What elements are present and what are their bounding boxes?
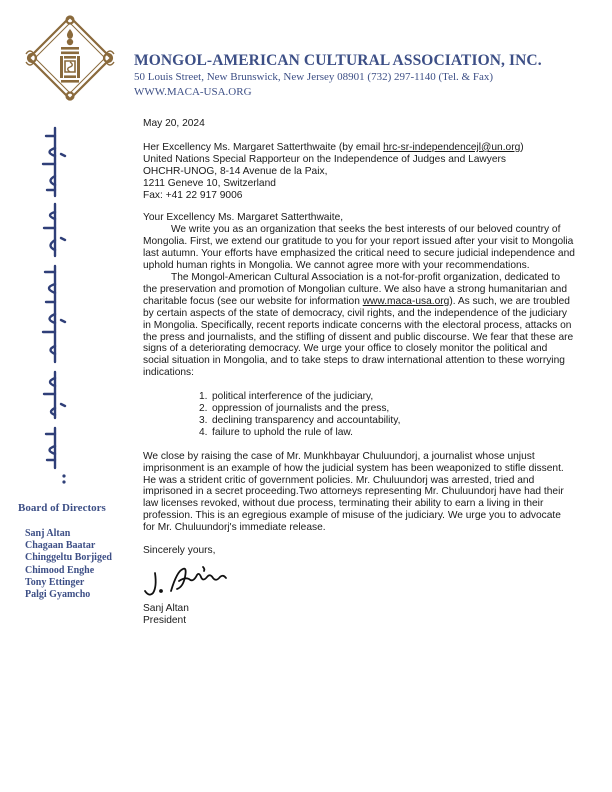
paragraph-text: The Mongol-American Cultural Association is a not-for-profit organization, dedicated to the preservation and promotion of Mongolian culture. We also have a strong humanitarian and charitable focus (see our website for information <box>143 271 567 307</box>
signer-title: President <box>143 614 187 626</box>
board-of-directors <box>18 502 112 601</box>
recipient-line-suffix: ) <box>520 141 524 153</box>
handwritten-signature-icon <box>143 563 253 599</box>
list-number: 3. <box>199 414 208 426</box>
website-link[interactable]: www.maca-usa.org <box>362 295 450 307</box>
paragraph-organization <box>143 272 575 379</box>
recipient-name: Her Excellency Ms. Margaret Satterthwaite (by email <box>143 141 384 153</box>
list-item <box>199 415 575 427</box>
board-member: Chimood Enghe <box>25 564 95 576</box>
signer-name: Sanj Altan <box>143 603 189 614</box>
organization-name: MONGOL-AMERICAN CULTURAL ASSOCIATION, INC. <box>134 52 542 69</box>
recipient-fax: Fax: +41 22 917 9006 <box>143 189 243 201</box>
salutation: Your Excellency Ms. Margaret Satterthwaite, <box>143 212 344 224</box>
board-member: Tony Ettinger <box>25 576 85 588</box>
list-text: oppression of journalists and the press, <box>212 403 390 415</box>
board-heading: Board of Directors <box>18 502 106 514</box>
list-text: declining transparency and accountability, <box>212 414 401 426</box>
list-number: 1. <box>199 391 208 403</box>
mongolian-script-icon <box>30 120 80 490</box>
list-item <box>199 427 575 439</box>
list-number: 4. <box>199 426 208 438</box>
list-text: failure to uphold the rule of law. <box>212 426 354 438</box>
recipient-block <box>143 142 575 202</box>
paragraph-case: We close by raising the case of Mr. Munkhbayar Chuluundorj, a journalist whose unjust imprisonment is an example of how the judicial system has been weaponized to stifle dissent. He was a strident critic of government policies. Mr. Chuluundorj was arrested, tried and imprisoned in a secret proceeding.Two attorneys representing Mr. Chuluundorj have had their law licenses revoked, without due process, terminating their ability to earn a living in their profession. This is an egregious example of misuse of the judiciary. We urge you to advocate for Mr. Chuluundorj's immediate release. <box>143 450 564 534</box>
list-item <box>199 391 575 403</box>
organization-website[interactable]: WWW.MACA-USA.ORG <box>134 86 252 98</box>
soyombo-emblem-icon <box>24 12 116 104</box>
organization-address: 50 Louis Street, New Brunswick, New Jersey 08901 (732) 297-1140 (Tel. & Fax) <box>134 71 494 83</box>
board-member-list <box>18 528 112 601</box>
closing: Sincerely yours, <box>143 545 216 557</box>
concerns-list <box>143 391 575 439</box>
recipient-address-line: OHCHR-UNOG, 8-14 Avenue de la Paix, <box>143 165 328 177</box>
board-member: Chinggeltu Borjiged <box>25 552 112 564</box>
board-member: Chagaan Baatar <box>25 540 96 552</box>
board-member: Palgi Gyamcho <box>25 589 91 601</box>
list-text: political interference of the judiciary, <box>212 391 374 403</box>
list-item <box>199 403 575 415</box>
recipient-title: United Nations Special Rapporteur on the Independence of Judges and Lawyers <box>143 153 507 165</box>
board-member: Sanj Altan <box>25 528 71 539</box>
list-number: 2. <box>199 403 208 415</box>
letter-date: May 20, 2024 <box>143 118 205 129</box>
recipient-email-link[interactable]: hrc-sr-independencejl@un.org <box>383 141 521 153</box>
recipient-address-line: 1211 Geneve 10, Switzerland <box>143 177 276 189</box>
recipient-line <box>143 142 575 154</box>
paragraph-intro: We write you as an organization that seeks the best interests of our beloved country of Mongolia. First, we extend our gratitude to you for your report issued after your visit to Mongolia last autumn. Your efforts have emphasized the critical need to secure judicial independence and uphold human rights in Mongolia. We cannot agree more with your recommendations. <box>143 224 575 272</box>
paragraph-text: ). As such, we are troubled by certain aspects of the state of democracy, civil rights, and the independence of the judiciary in Mongolia. Specifically, recent reports indicate concerns with the electoral process, attacks on the press and journalists, and the stifling of dissent and public discourse. We fear that these are signs of a deteriorating democracy. We urge your office to closely monitor the political and social situation in Mongolia, and to take steps to draw international attention to these worrying indications: <box>143 295 574 379</box>
letter-body <box>143 118 575 627</box>
